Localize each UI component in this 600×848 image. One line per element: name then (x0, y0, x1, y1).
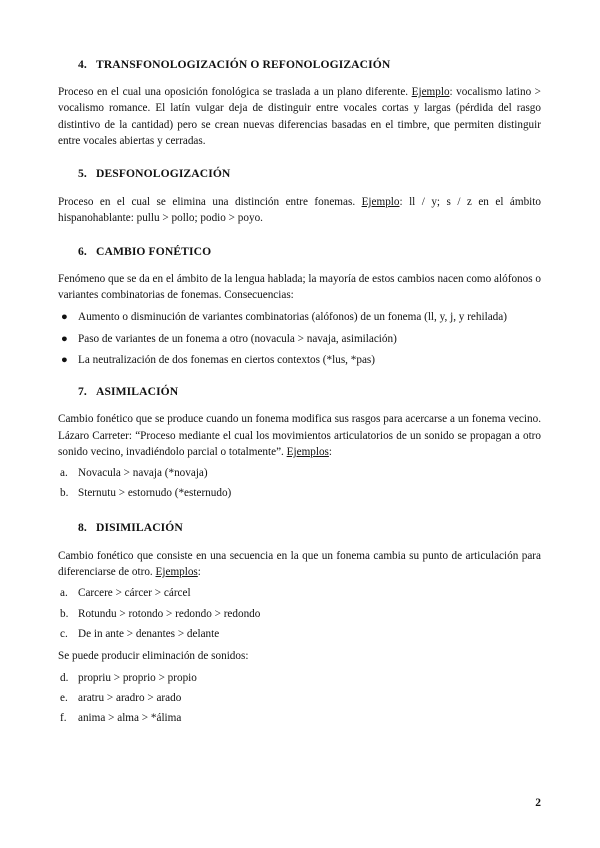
list-item: ● Aumento o disminución de variantes combinatorias (alófonos) de un fonema (ll, y, j, y rehilada) (58, 309, 541, 325)
section-title: CAMBIO FONÉTICO (96, 244, 212, 258)
section-title: ASIMILACIÓN (96, 385, 179, 399)
list-item: ● Paso de variantes de un fonema a otro (novacula > navaja, asimilación) (58, 331, 541, 347)
examples-list (58, 465, 541, 502)
list-item: b. Sternutu > estornudo (*esternudo) (58, 485, 541, 501)
bullet-icon: ● (61, 332, 68, 345)
bullet-icon: ● (61, 353, 68, 366)
list-marker: a. (60, 467, 68, 480)
section-paragraph: Cambio fonético que consiste en una secuencia en la que un fonema cambia su punto de articulación para diferenciarse de otro. Ejemplos: (58, 549, 541, 579)
examples-label: Ejemplos (286, 445, 329, 458)
section-paragraph: Cambio fonético que se produce cuando un fonema modifica sus rasgos para acercarse a un fonema vecino. Lázaro Carreter: “Proceso mediante el cual los movimientos articulatorios de un sonido se propagan a otro sonido vecino, invadiéndolo parcial o totalmente”. Ejemplos: (58, 413, 541, 458)
list-item: f. anima > alma > *álima (58, 710, 541, 726)
example-label: Ejemplo (411, 86, 450, 98)
list-item: ● La neutralización de dos fonemas en ciertos contextos (*lus, *pas) (58, 352, 541, 368)
section-paragraph: Proceso en el cual una oposición fonológica se traslada a un plano diferente. Ejemplo: vocalismo latino > vocalismo romance. El latín vulgar deja de distinguir entre vocales cortas y largas (pérdida del rasgo distintivo de la cantidad) pero se crean nuevas diferencias basadas en el timbre, que permiten distinguir entre vocales abiertas y cerradas. (58, 86, 541, 147)
list-marker: f. (60, 712, 67, 725)
section-heading-8 (58, 520, 541, 536)
section-number: 8. (78, 520, 87, 534)
section-heading-7 (58, 384, 541, 400)
consequences-list (58, 309, 541, 368)
section-title: DESFONOLOGIZACIÓN (96, 167, 231, 181)
section-title: DISIMILACIÓN (96, 520, 183, 534)
list-item: a. Carcere > cárcer > cárcel (58, 585, 541, 601)
list-item: c. De in ante > denantes > delante (58, 626, 541, 642)
section-paragraph: Fenómeno que se da en el ámbito de la lengua hablada; la mayoría de estos cambios nacen como alófonos o variantes combinatorias de fonemas. Consecuencias: (58, 272, 541, 302)
section-paragraph: Se puede producir eliminación de sonidos: (58, 650, 249, 663)
example-label: Ejemplo (361, 196, 400, 209)
list-item: a. Novacula > navaja (*novaja) (58, 465, 541, 481)
list-item: d. propriu > proprio > propio (58, 670, 541, 686)
section-heading-4 (58, 57, 541, 73)
examples-list (58, 585, 541, 642)
section-heading-5 (58, 166, 541, 182)
bullet-icon: ● (61, 311, 68, 324)
section-number: 7. (78, 385, 87, 399)
list-item: b. Rotundu > rotondo > redondo > redondo (58, 606, 541, 622)
section-title: TRANSFONOLOGIZACIÓN O REFONOLOGIZACIÓN (96, 58, 391, 71)
list-marker: b. (60, 487, 69, 500)
examples-list (58, 670, 541, 727)
section-number: 4. (78, 58, 87, 71)
document-page (58, 48, 541, 726)
list-item: e. aratru > aradro > arado (58, 690, 541, 706)
list-marker: c. (60, 627, 68, 640)
section-paragraph: Proceso en el cual se elimina una distinción entre fonemas. Ejemplo: ll / y; s / z en el ámbito hispanohablante: pullu > pollo; podio > poyo. (58, 196, 541, 225)
list-marker: e. (60, 691, 68, 704)
list-marker: b. (60, 607, 69, 620)
list-marker: d. (60, 671, 69, 684)
examples-label: Ejemplos (155, 566, 198, 579)
list-marker: a. (60, 587, 68, 600)
section-number: 5. (78, 167, 87, 181)
section-heading-6 (58, 244, 541, 260)
page-number: 2 (535, 797, 541, 809)
section-number: 6. (78, 244, 87, 258)
